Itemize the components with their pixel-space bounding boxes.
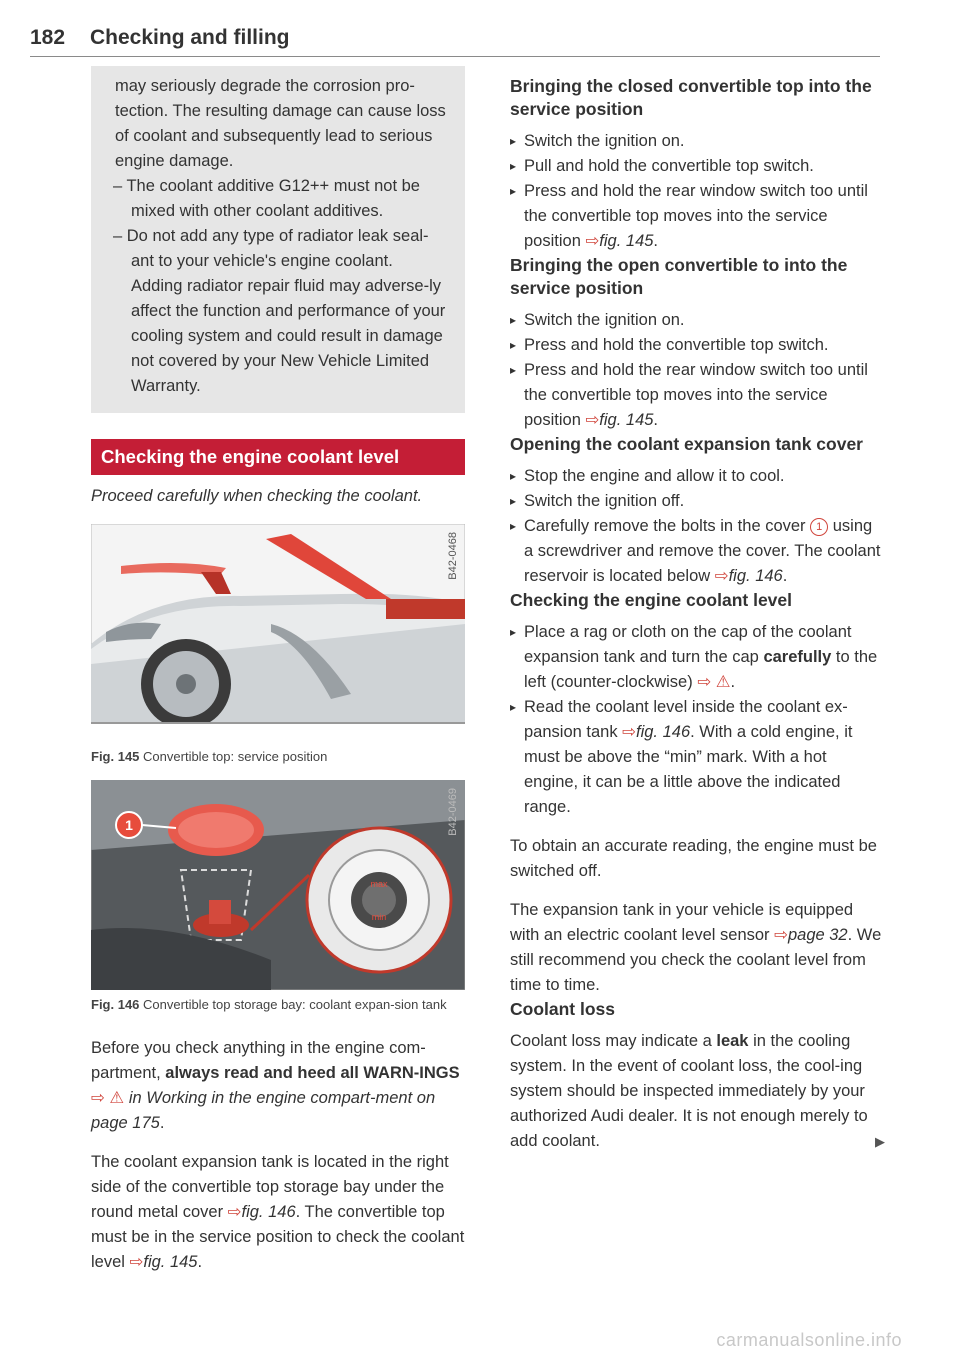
page-header bbox=[30, 22, 880, 57]
figure-146 bbox=[91, 780, 465, 1014]
ref-arrow-icon: ⇨ bbox=[91, 1089, 105, 1107]
step-item: ▸ Press and hold the convertible top switch. bbox=[510, 333, 885, 358]
ref-arrow-icon: ⇨ bbox=[585, 232, 600, 250]
ref-arrow-icon: ⇨ bbox=[714, 567, 729, 585]
body-paragraph: The expansion tank in your vehicle is equipped with an electric coolant level sensor ⇨page 32. We still recommend you check the coolant level from time to time. bbox=[510, 901, 882, 994]
step-list bbox=[510, 464, 885, 589]
step-list bbox=[510, 129, 885, 254]
figure-link[interactable]: fig. 145 bbox=[143, 1253, 198, 1271]
ref-arrow-icon: ⇨ bbox=[129, 1253, 144, 1271]
step-item: ▸ Carefully remove the bolts in the cover 1 using a screwdriver and remove the cover. The coolant reservoir is located below ⇨fig. 146. bbox=[510, 514, 885, 589]
ref-arrow-icon: ⇨ bbox=[622, 723, 636, 741]
body-paragraph: Coolant loss may indicate a leak in the cooling system. In the event of coolant loss, the cool-ing system should be inspected immediately by your authorized Audi dealer. It is not enough merely to add coolant. ▶ bbox=[510, 1029, 885, 1154]
section-title: Checking and filling bbox=[90, 26, 290, 49]
ref-arrow-icon: ⇨ bbox=[697, 673, 712, 691]
warning-text-continued: may seriously degrade the corrosion pro-tection. The resulting damage can cause loss of coolant and subsequently lead to serious engine damage. bbox=[115, 77, 446, 170]
callout-1: 1 bbox=[125, 817, 133, 833]
figure-caption: Fig. 145 Convertible top: service position bbox=[91, 749, 328, 764]
ref-arrow-icon: ⇨ bbox=[585, 411, 600, 429]
step-item: ▸ Read the coolant level inside the coolant ex-pansion tank ⇨fig. 146. With a cold engine, it must be above the “min” mark. With a hot engine, it can be a little above the indicated range. bbox=[510, 695, 885, 820]
subheading: Checking the engine coolant level bbox=[510, 590, 793, 610]
watermark: carmanualsonline.info bbox=[716, 1330, 902, 1350]
warning-icon: ⚠ bbox=[109, 1089, 125, 1107]
figure-code: B42-0468 bbox=[447, 532, 459, 580]
right-column bbox=[510, 66, 885, 1154]
figure-link[interactable]: fig. 145 bbox=[599, 232, 654, 250]
continue-arrow-icon: ▶ bbox=[875, 1134, 885, 1149]
subheading: Opening the coolant expansion tank cover bbox=[510, 434, 863, 454]
callout-number-icon: 1 bbox=[810, 518, 828, 536]
step-item: ▸ Press and hold the rear window switch too until the convertible top moves into the service position ⇨fig. 145. bbox=[510, 358, 885, 433]
step-item: ▸ Stop the engine and allow it to cool. bbox=[510, 464, 885, 489]
body-paragraph: To obtain an accurate reading, the engine must be switched off. bbox=[510, 837, 877, 880]
figure-145 bbox=[91, 524, 465, 766]
ref-arrow-icon: ⇨ bbox=[774, 926, 788, 944]
warning-box bbox=[91, 66, 465, 413]
ref-arrow-icon: ⇨ bbox=[227, 1203, 242, 1221]
step-item: ▸ Switch the ignition on. bbox=[510, 308, 885, 333]
figure-code: B42-0469 bbox=[447, 788, 459, 836]
figure-link[interactable]: fig. 146 bbox=[636, 723, 691, 741]
warning-dash-item: – Do not add any type of radiator leak seal-ant to your vehicle's engine coolant. Adding radiator repair fluid may adverse-ly affect the function and performance of your cooling system and could result in damage not covered by your New Vehicle Limited Warranty. bbox=[113, 227, 446, 395]
section-heading: Checking the engine coolant level bbox=[91, 439, 465, 475]
page-link[interactable]: page 32 bbox=[787, 926, 848, 944]
step-item: ▸ Switch the ignition off. bbox=[510, 489, 885, 514]
step-item: ▸ Press and hold the rear window switch too until the convertible top moves into the service position ⇨fig. 145. bbox=[510, 179, 885, 254]
coolant-tank-image bbox=[91, 780, 465, 990]
section-intro: Proceed carefully when checking the coolant. bbox=[91, 487, 423, 505]
min-mark: min bbox=[371, 912, 387, 922]
max-mark: max bbox=[370, 879, 388, 889]
step-list bbox=[510, 620, 885, 820]
body-paragraph: Before you check anything in the engine com-partment, always read and heed all WARN-INGS ⇨ ⚠ in Working in the engine compart-ment on page 175. bbox=[91, 1039, 460, 1132]
step-list bbox=[510, 308, 885, 433]
figure-caption: Fig. 146 Convertible top storage bay: coolant expan-sion tank bbox=[91, 997, 447, 1012]
subheading: Bringing the closed convertible top into the service position bbox=[510, 76, 872, 119]
figure-link[interactable]: fig. 146 bbox=[241, 1203, 296, 1221]
subheading: Coolant loss bbox=[510, 999, 616, 1019]
warning-icon: ⚠ bbox=[715, 673, 731, 691]
warning-dash-item: – The coolant additive G12++ must not be mixed with other coolant additives. bbox=[113, 177, 420, 220]
page-number: 182 bbox=[30, 26, 66, 49]
step-item: ▸ Pull and hold the convertible top switch. bbox=[510, 154, 885, 179]
subheading: Bringing the open convertible to into the service position bbox=[510, 255, 848, 298]
car-service-position-image bbox=[91, 524, 465, 742]
body-paragraph: The coolant expansion tank is located in the right side of the convertible top storage bay under the round metal cover ⇨fig. 146. The convertible top must be in the service position to check the coolant level ⇨fig. 145. bbox=[91, 1153, 465, 1271]
figure-link[interactable]: fig. 146 bbox=[728, 567, 783, 585]
step-item: ▸ Switch the ignition on. bbox=[510, 129, 885, 154]
left-column bbox=[91, 66, 465, 1275]
step-item: ▸ Place a rag or cloth on the cap of the coolant expansion tank and turn the cap carefully to the left (counter-clockwise) ⇨ ⚠. bbox=[510, 620, 885, 695]
figure-link[interactable]: fig. 145 bbox=[599, 411, 654, 429]
